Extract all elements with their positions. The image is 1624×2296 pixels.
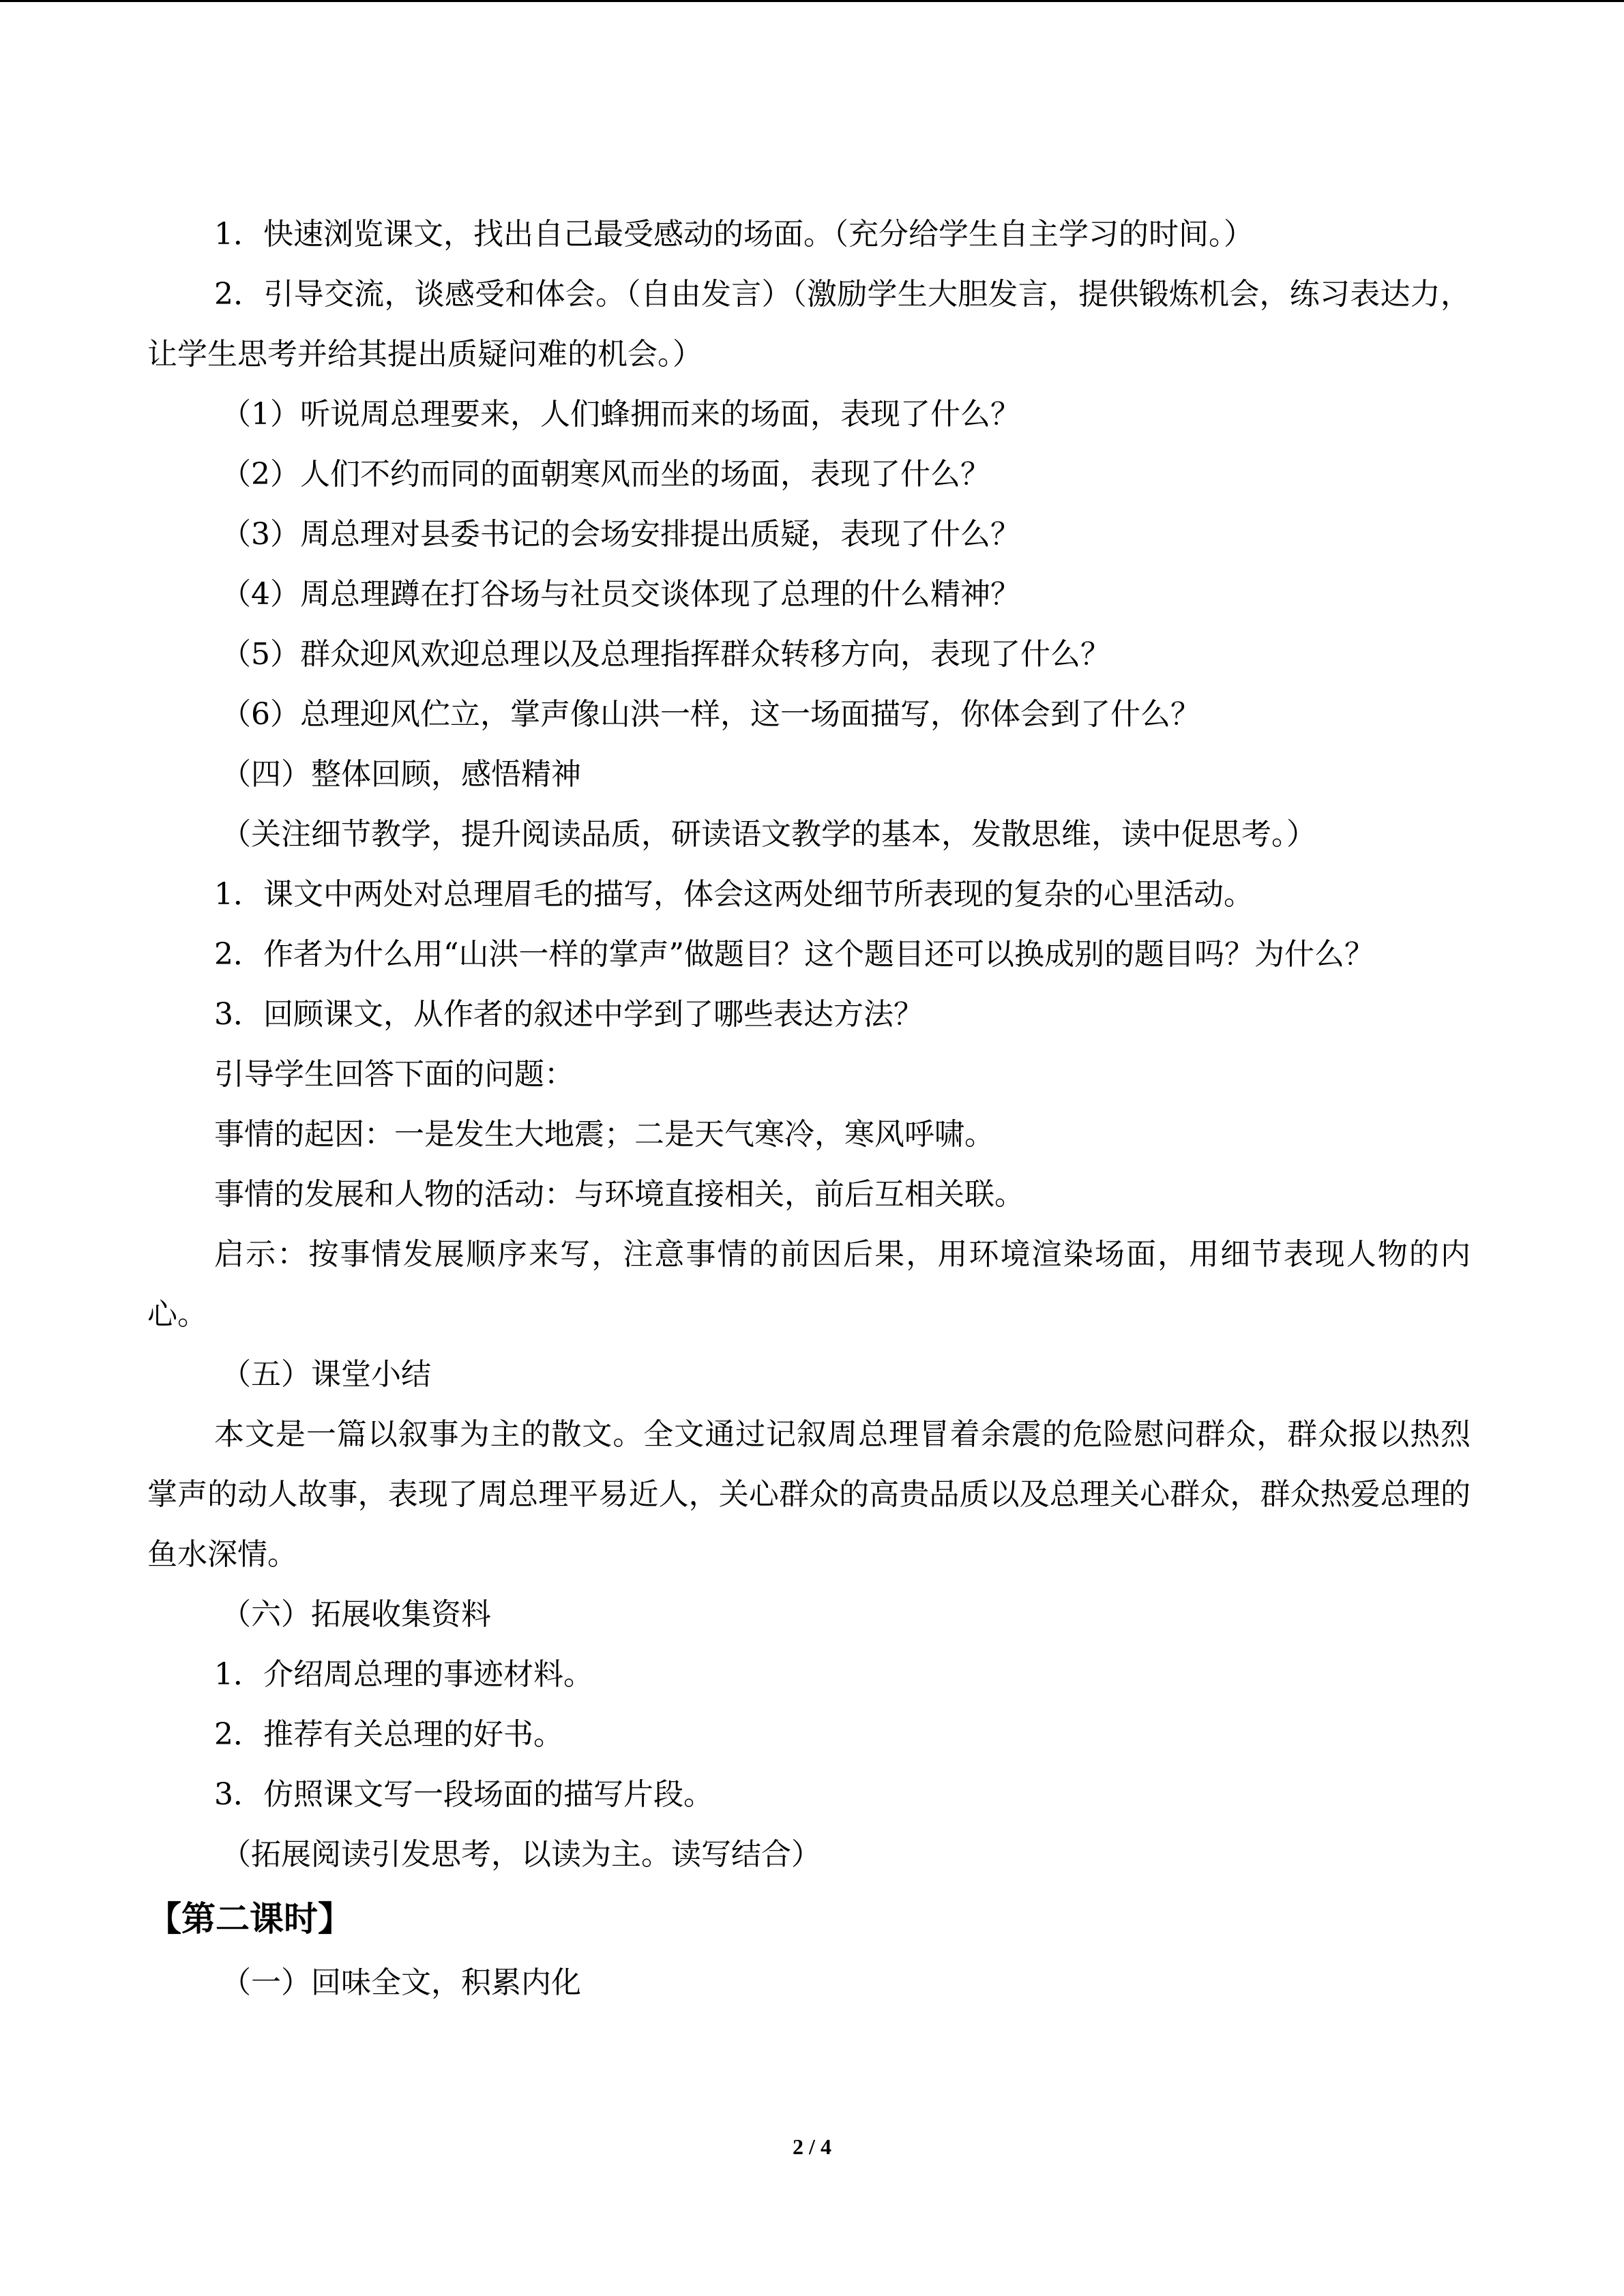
top-border-line (0, 0, 1624, 2)
guide-text: 引导学生回答下面的问题： (214, 1057, 574, 1092)
page-number: 2 / 4 (793, 2134, 831, 2159)
section-heading: 【第二课时】 (147, 1898, 352, 1939)
question-6: （6）总理迎风伫立，掌声像山洪一样，这一场面描写，你体会到了什么？ (221, 697, 1200, 732)
section-6-item-2: 2．推荐有关总理的好书。 (214, 1717, 563, 1752)
question-2: （2）人们不约而同的面朝寒风而坐的场面，表现了什么？ (221, 457, 990, 492)
section-5-title: （五）课堂小结 (221, 1357, 431, 1392)
section-4-item-1: 1．课文中两处对总理眉毛的描写，体会这两处细节所表现的复杂的心里活动。 (214, 877, 1254, 912)
lesson-2-step-1: （一）回味全文，积累内化 (221, 1965, 581, 2000)
section-6-note: （拓展阅读引发思考，以读为主。读写结合） (221, 1837, 821, 1872)
section-4-item-3: 3．回顾课文，从作者的叙述中学到了哪些表达方法？ (214, 997, 924, 1032)
paragraph-step-1: 1．快速浏览课文，找出自己最受感动的场面。（充分给学生自主学习的时间。） (214, 217, 1254, 252)
section-6-title: （六）拓展收集资料 (221, 1597, 491, 1632)
question-3: （3）周总理对县委书记的会场安排提出质疑，表现了什么？ (221, 517, 1020, 552)
question-4: （4）周总理蹲在打谷场与社员交谈体现了总理的什么精神？ (221, 577, 1020, 612)
cause-text: 事情的起因：一是发生大地震；二是天气寒冷，寒风呼啸。 (214, 1117, 994, 1152)
development-text: 事情的发展和人物的活动：与环境直接相关，前后互相关联。 (214, 1177, 1024, 1212)
section-6-item-1: 1．介绍周总理的事迹材料。 (214, 1657, 593, 1692)
section-4-item-2: 2．作者为什么用“山洪一样的掌声”做题目？这个题目还可以换成别的题目吗？为什么？ (214, 937, 1374, 972)
question-1: （1）听说周总理要来，人们蜂拥而来的场面，表现了什么？ (221, 397, 1020, 432)
insight-text: 启示：按事情发展顺序来写，注意事情的前因后果，用环境渲染场面，用细节表现人物的内心。 (147, 1237, 1471, 1332)
summary-text: 本文是一篇以叙事为主的散文。全文通过记叙周总理冒着余震的危险慰问群众，群众报以热烈掌声的动人故事，表现了周总理平易近人，关心群众的高贵品质以及总理关心群众，群众热爱总理的鱼水深情。 (147, 1417, 1471, 1572)
document-body (147, 205, 1471, 2013)
section-6-item-3: 3．仿照课文写一段场面的描写片段。 (214, 1777, 713, 1812)
paragraph-step-2: 2．引导交流，谈感受和体会。（自由发言）（激励学生大胆发言，提供锻炼机会，练习表达力，让学生思考并给其提出质疑问难的机会。） (147, 277, 1471, 372)
section-4-note: （关注细节教学，提升阅读品质，研读语文教学的基本，发散思维，读中促思考。） (221, 817, 1316, 852)
section-4-title: （四）整体回顾，感悟精神 (221, 757, 581, 792)
question-5: （5）群众迎风欢迎总理以及总理指挥群众转移方向，表现了什么？ (221, 637, 1110, 672)
